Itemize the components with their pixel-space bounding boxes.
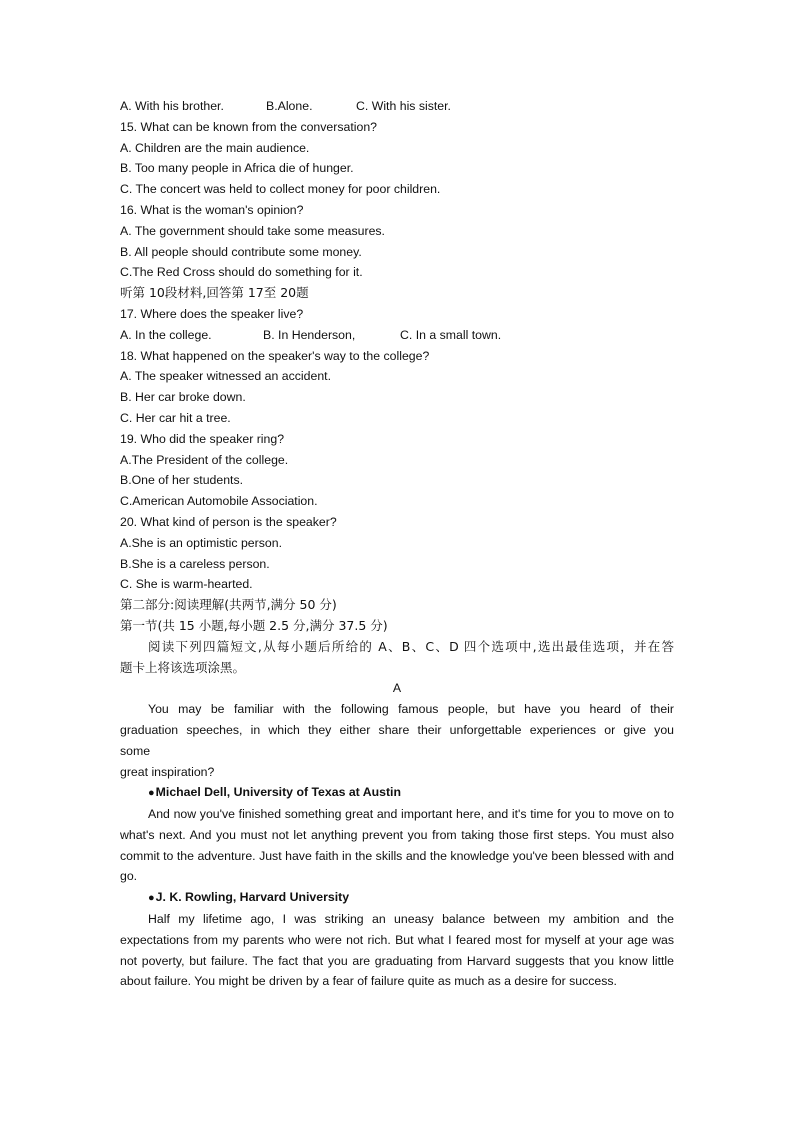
q18-option-b: B. Her car broke down. <box>120 390 246 405</box>
reading-part-title: 第二部分:阅读理解(共两节,满分 50 分) <box>120 597 337 613</box>
q15-option-b: B. Too many people in Africa die of hunger. <box>120 161 354 176</box>
q19-option-a: A.The President of the college. <box>120 452 289 467</box>
speaker-heading-dell <box>120 782 674 804</box>
passage-label: A <box>392 681 402 696</box>
bullet-icon: ● <box>148 892 155 905</box>
q19-option-b: B.One of her students. <box>120 473 244 488</box>
q20-option-b: B.She is a careless person. <box>120 556 270 571</box>
reading-instruction-line2: 题卡上将该选项涂黑。 <box>120 659 246 675</box>
q17-option-c: C. In a small town. <box>400 327 502 342</box>
bullet-icon: ● <box>148 787 155 800</box>
q16-option-b: B. All people should contribute some money. <box>120 244 362 259</box>
q15-question: 15. What can be known from the conversation? <box>120 119 378 134</box>
q14-options <box>120 96 674 117</box>
speaker-name-dell: Michael Dell, University of Texas at Austin <box>155 785 401 800</box>
q18-question: 18. What happened on the speaker's way to the college? <box>120 348 430 363</box>
speech-text-rowling: Half my lifetime ago, I was striking an uneasy balance between my ambition and the expectations from my parents who were not rich. But what I feared most for myself at your age was not poverty, but failure. The fact that you are graduating from Harvard suggests that you know little about failure. You might be driven by a fear of failure quite as much as a desire for success. <box>120 912 674 989</box>
exam-page <box>120 96 674 992</box>
q20-option-a: A.She is an optimistic person. <box>120 535 282 550</box>
passage-intro-line2: graduation speeches, in which they either share their unforgettable experiences or give you <box>120 722 674 737</box>
passage-intro-line4: great inspiration? <box>120 764 215 779</box>
q17-options <box>120 325 674 346</box>
q17-question: 17. Where does the speaker live? <box>120 306 304 321</box>
q16-question: 16. What is the woman's opinion? <box>120 202 304 217</box>
passage-intro-line3: some <box>120 743 151 758</box>
speaker-name-rowling: J. K. Rowling, Harvard University <box>155 890 350 905</box>
passage-intro-line1: You may be familiar with the following famous people, but have you heard of their <box>148 702 674 717</box>
speech-text-dell: And now you've finished something great and important here, and it's time for you to move on to what's next. And you must not let anything prevent you from taking those first steps. You must also commit to the adventure. Just have faith in the skills and the knowledge you've been blessed with and go. <box>120 807 674 884</box>
reading-section-title: 第一节(共 15 小题,每小题 2.5 分,满分 37.5 分) <box>120 617 388 633</box>
q20-question: 20. What kind of person is the speaker? <box>120 514 337 529</box>
q14-option-c: C. With his sister. <box>356 99 451 113</box>
q19-question: 19. Who did the speaker ring? <box>120 431 285 446</box>
speaker-heading-rowling <box>120 887 674 909</box>
q16-option-a: A. The government should take some measures. <box>120 223 385 238</box>
q17-option-b: B. In Henderson, <box>263 327 356 342</box>
q19-option-c: C.American Automobile Association. <box>120 494 318 509</box>
q18-option-a: A. The speaker witnessed an accident. <box>120 369 331 384</box>
q17-option-a: A. In the college. <box>120 327 212 342</box>
q15-option-c: C. The concert was held to collect money for poor children. <box>120 182 441 197</box>
section10-instruction: 听第 10段材料,回答第 17至 20题 <box>120 285 309 301</box>
q20-option-c: C. She is warm-hearted. <box>120 577 253 592</box>
q15-option-a: A. Children are the main audience. <box>120 140 310 155</box>
q16-option-c: C.The Red Cross should do something for it. <box>120 265 363 280</box>
reading-instruction-line1: 阅读下列四篇短文,从每小题后所给的 A、B、C、D 四个选项中,选出最佳选项，并在答 <box>148 638 674 654</box>
q14-option-b: B.Alone. <box>266 99 313 113</box>
q14-option-a: A. With his brother. <box>120 99 224 113</box>
q18-option-c: C. Her car hit a tree. <box>120 410 231 425</box>
